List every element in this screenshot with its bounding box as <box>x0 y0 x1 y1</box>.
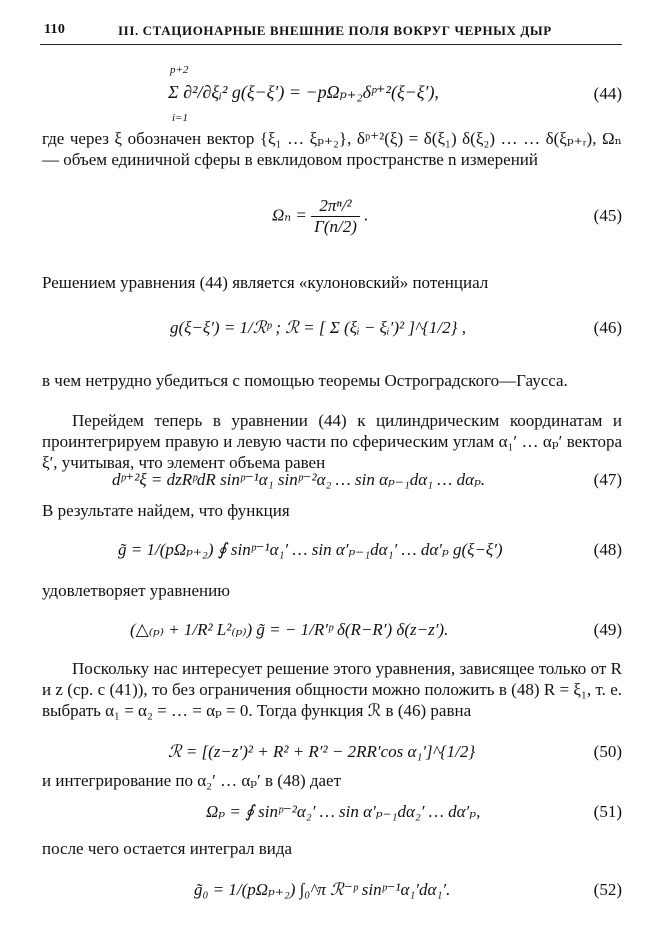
equation-50: ℛ = [(z−z′)² + R² + R′² − 2RR′cos α₁′]^{1/2} <box>168 742 476 761</box>
sum-upper-limit: p+2 <box>170 64 189 76</box>
paragraph-cylindrical: Перейдем теперь в уравнении (44) к цилиндрическим координатам и проинтегрируем правую и левую части по сферическим углам α₁′ … αₚ′ вектора ξ′, учитывая, что элемент объема равен <box>42 411 622 472</box>
paragraph-ostrogradsky: в чем нетрудно убедиться с помощью теоремы Остроградского—Гаусса. <box>42 371 568 390</box>
equation-48-number: (48) <box>593 540 622 559</box>
paragraph-result-function: В результате найдем, что функция <box>42 501 290 520</box>
equation-52: g̃₀ = 1/(pΩₚ₊₂) ∫₀^π ℛ⁻ᵖ sinᵖ⁻¹α₁′dα₁′. <box>194 880 451 899</box>
running-title: III. СТАЦИОНАРНЫЕ ВНЕШНИЕ ПОЛЯ ВОКРУГ ЧЕРНЫХ ДЫР <box>118 23 552 38</box>
paragraph-coulomb-potential: Решением уравнения (44) является «кулоновский» потенциал <box>42 273 489 292</box>
page-number: 110 <box>44 22 66 37</box>
equation-52-number: (52) <box>593 880 622 899</box>
equation-45-lhs: Ωₙ = <box>272 205 307 225</box>
equation-50-number: (50) <box>593 742 622 761</box>
paragraph-vector-definition: где через ξ обозначен вектор {ξ₁ … ξₚ₊₂}, δᵖ⁺²(ξ) = δ(ξ₁) δ(ξ₂) … … δ(ξₚ₊ᵣ), Ωₙ — объем единичной сферы в евклидовом пространстве n измерений <box>42 129 622 169</box>
equation-45-number: (45) <box>593 206 622 225</box>
equation-45-numerator: 2πⁿ/² <box>311 196 360 217</box>
equation-46: g(ξ−ξ′) = 1/ℛᵖ ; ℛ = [ Σ (ξᵢ − ξᵢ′)² ]^{1/2} , <box>170 318 466 337</box>
equation-47: dᵖ⁺²ξ = dzRᵖdR sinᵖ⁻¹α₁ sinᵖ⁻²α₂ … sin αₚ₋₁dα₁ … dαₚ. <box>112 470 486 489</box>
equation-44-number: (44) <box>593 84 622 103</box>
paragraph-solution-depends: Поскольку нас интересует решение этого уравнения, зависящее только от R и z (ср. с (41)), то без ограничения общности можно положить в (48) R = ξ₁, т. е. выбрать α₁ = α₂ = … = αₚ = 0. Тогда функция ℛ в (46) равна <box>42 659 622 720</box>
paragraph-satisfies: удовлетворяет уравнению <box>42 581 230 600</box>
equation-51-number: (51) <box>593 802 622 821</box>
paragraph-remaining-integral: после чего остается интеграл вида <box>42 839 293 858</box>
equation-46-number: (46) <box>593 318 622 337</box>
equation-49: (△₍ₚ₎ + 1/R² L²₍ₚ₎) g̃ = − 1/R′ᵖ δ(R−R′) δ(z−z′). <box>130 620 449 639</box>
page-header <box>40 22 622 45</box>
equation-49-number: (49) <box>593 620 622 639</box>
equation-45-tail: . <box>364 205 369 225</box>
equation-47-number: (47) <box>593 470 622 489</box>
equation-45-fraction <box>311 196 360 237</box>
sum-lower-limit: i=1 <box>172 112 188 124</box>
equation-48: g̃ = 1/(pΩₚ₊₂) ∮ sinᵖ⁻¹α₁′ … sin α′ₚ₋₁dα₁′ … dα′ₚ g(ξ−ξ′) <box>118 540 503 559</box>
equation-45-denominator: Γ(n/2) <box>314 217 357 236</box>
equation-45 <box>272 196 368 237</box>
equation-44-body: Σ ∂²/∂ξᵢ² g(ξ−ξ′) = −pΩₚ₊₂δᵖ⁺²(ξ−ξ′), <box>168 82 439 102</box>
paragraph-integration: и интегрирование по α₂′ … αₚ′ в (48) дает <box>42 771 342 790</box>
equation-51: Ωₚ = ∮ sinᵖ⁻²α₂′ … sin α′ₚ₋₁dα₂′ … dα′ₚ, <box>206 802 481 821</box>
